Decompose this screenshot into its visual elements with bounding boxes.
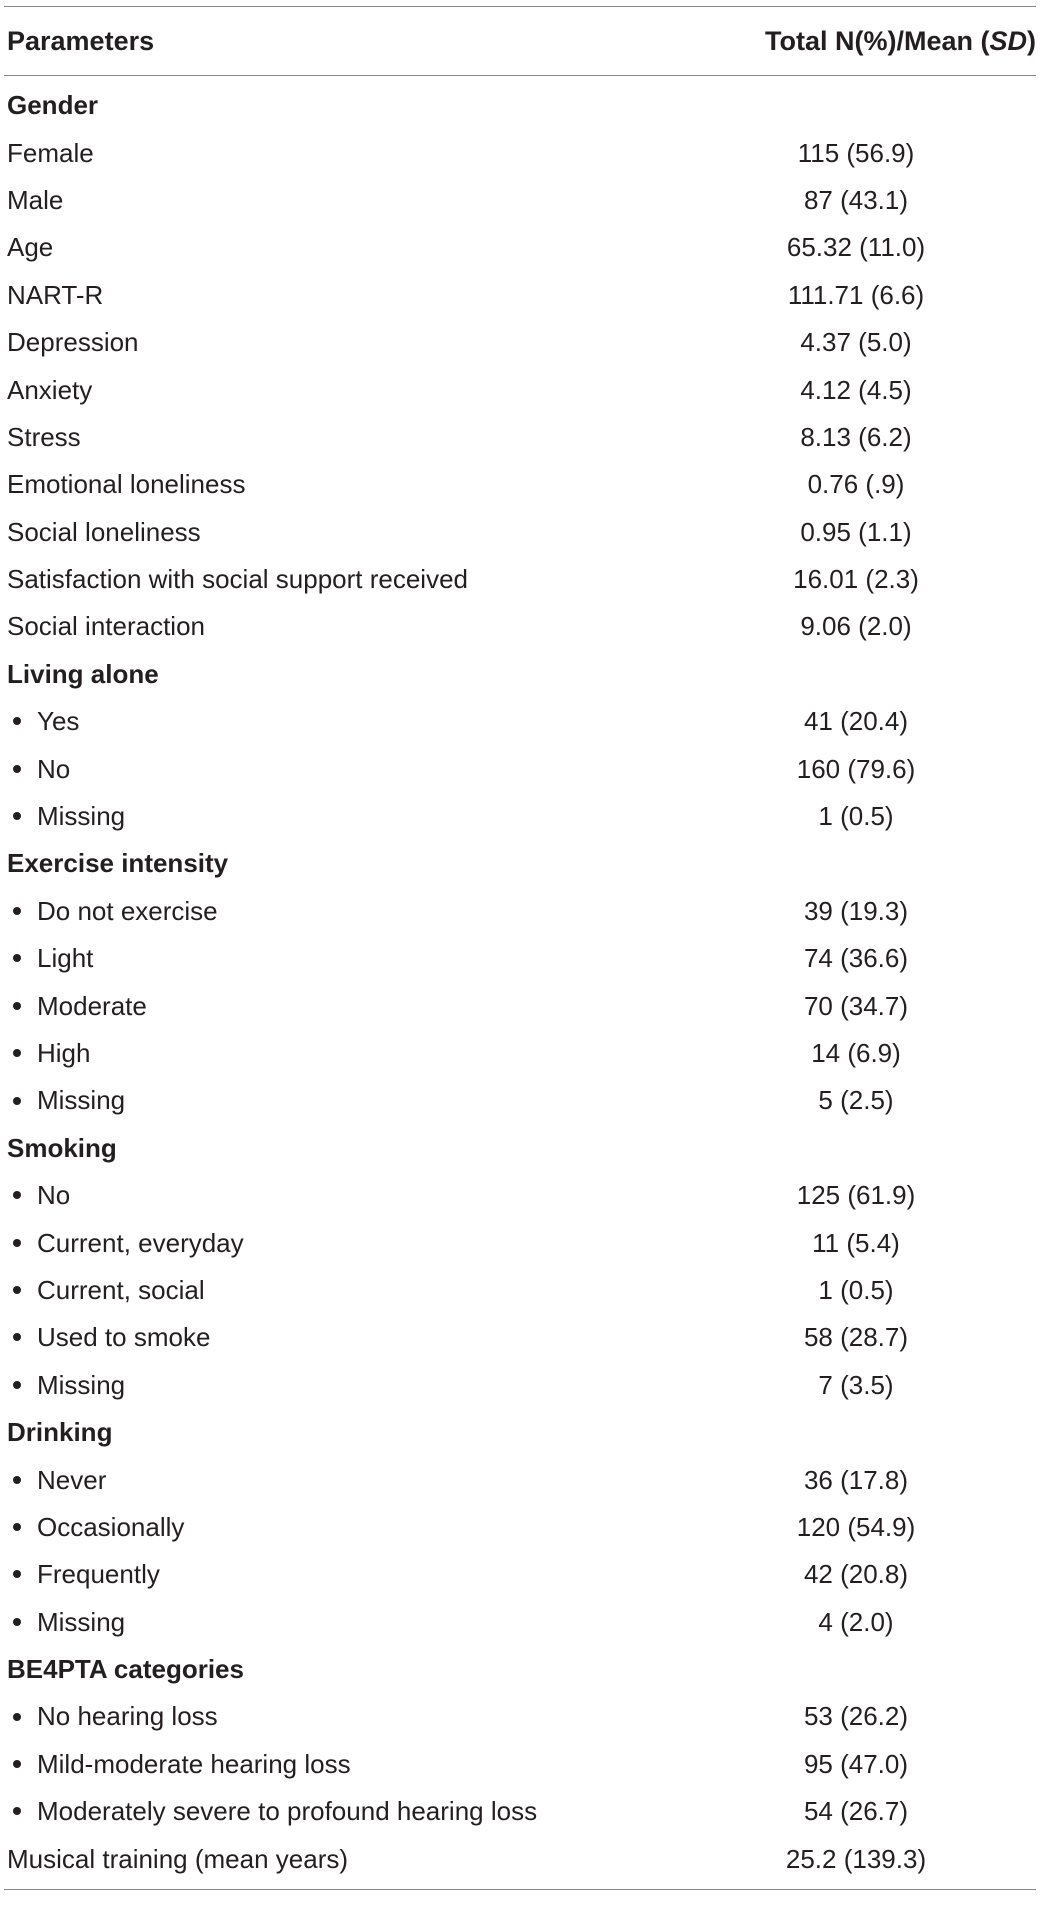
bullet-icon [13,1570,21,1578]
row-label-text: Musical training (mean years) [7,1843,349,1874]
row-value: 125 (61.9) [796,1180,916,1211]
row-label-text: Living alone [7,658,159,689]
bullet-icon [13,1097,21,1105]
bullet-icon [13,1049,21,1057]
section-label [4,1417,676,1448]
bullet-icon [13,1760,21,1768]
header-row [4,7,1036,75]
row-value: 160 (79.6) [796,753,916,784]
row-value: 4.12 (4.5) [800,374,912,405]
row-label-text: Used to smoke [37,1322,211,1353]
row-value: 7 (3.5) [818,1369,894,1400]
row-label-text: No [37,1180,71,1211]
bullet-icon [13,717,21,725]
row-value: 25.2 (139.3) [785,1843,927,1874]
row-value: 42 (20.8) [803,1559,909,1590]
table-row [4,1788,1036,1835]
row-value: 14 (6.9) [811,1038,901,1068]
section-row [4,1125,1036,1172]
row-label [4,1322,676,1353]
bullet-icon [13,1381,21,1389]
row-label [4,185,676,216]
row-label [4,1701,676,1732]
row-label-text: Yes [37,706,80,737]
row-label-text: Missing [37,801,126,832]
table-row [4,1172,1036,1219]
row-label [4,517,676,548]
row-label-text: Missing [37,1606,126,1637]
table-row [4,461,1036,508]
bullet-icon [13,1333,21,1341]
section-label [4,848,676,879]
row-label [4,375,676,406]
table-row [4,745,1036,792]
bullet-icon [13,1713,21,1721]
row-label-text: Drinking [7,1417,113,1448]
row-label-text: Smoking [7,1132,117,1163]
table-row [4,129,1036,176]
table-row [4,319,1036,366]
row-label-text: Light [37,943,94,974]
bullet-icon [13,1286,21,1294]
row-label-text: High [37,1038,91,1068]
row-label [4,1228,676,1259]
row-label-text: No hearing loss [37,1701,218,1732]
row-value: 115 (56.9) [797,137,915,168]
row-value: 111.71 (6.6) [787,279,925,310]
row-label [4,1607,676,1638]
header-parameters: Parameters [7,25,155,56]
bullet-icon [13,1239,21,1247]
row-label [4,896,676,927]
row-label-text: BE4PTA categories [7,1654,244,1685]
section-label [4,1133,676,1164]
section-row [4,1409,1036,1456]
row-value: 70 (34.7) [803,990,909,1021]
table-row [4,414,1036,461]
row-value: 41 (20.4) [803,706,909,737]
row-value: 120 (54.9) [796,1511,916,1542]
row-label [4,1038,676,1069]
row-value: 4.37 (5.0) [800,327,912,358]
header-total-sd: SD [989,25,1027,56]
row-label [4,469,676,500]
header-total [765,26,1036,57]
row-label-text: Emotional loneliness [7,469,246,500]
bullet-icon [13,954,21,962]
row-label [4,1370,676,1401]
row-label [4,1512,676,1543]
row-label-text: Moderately severe to profound hearing loss [37,1796,538,1827]
row-label [4,754,676,785]
table-row [4,1456,1036,1503]
table-row [4,888,1036,935]
row-value: 5 (2.5) [818,1085,894,1116]
row-label-text: Frequently [37,1559,160,1590]
table-body [4,82,1036,1883]
row-label-text: Depression [7,327,139,358]
section-row [4,1646,1036,1693]
row-value: 1 (0.5) [818,801,894,832]
table-row [4,1504,1036,1551]
row-label-text: Mild-moderate hearing loss [37,1748,351,1779]
table-row [4,982,1036,1029]
row-label-text: Male [7,184,64,215]
bullet-icon [13,907,21,915]
table-row [4,556,1036,603]
row-label-text: Anxiety [7,374,93,405]
row-value: 11 (5.4) [812,1227,900,1258]
table-row [4,1077,1036,1124]
section-row [4,651,1036,698]
table-row [4,1314,1036,1361]
row-label-text: Age [7,232,54,263]
table-row [4,1835,1036,1882]
table-row [4,1219,1036,1266]
row-value: 4 (2.0) [818,1606,894,1637]
row-value: 36 (17.8) [803,1464,909,1495]
table-row [4,1267,1036,1314]
row-label [4,1085,676,1116]
row-value: 53 (26.2) [803,1701,909,1732]
section-row [4,82,1036,129]
bullet-icon [13,1618,21,1626]
section-label [4,90,676,121]
row-label-text: Stress [7,421,81,452]
row-label-text: No [37,753,71,784]
row-value: 1 (0.5) [818,1274,894,1305]
row-label-text: NART-R [7,279,104,310]
row-value: 58 (28.7) [803,1322,909,1353]
row-label [4,1180,676,1211]
row-label-text: Social interaction [7,611,205,642]
row-label [4,991,676,1022]
table-row [4,224,1036,271]
bullet-icon [13,1002,21,1010]
header-total-suffix: ) [1027,25,1036,56]
row-label [4,1749,676,1780]
row-label [4,422,676,453]
section-row [4,840,1036,887]
table-row [4,177,1036,224]
row-label-text: Social loneliness [7,516,201,547]
table-row [4,793,1036,840]
row-value: 0.95 (1.1) [800,516,912,547]
row-label [4,1559,676,1590]
row-value: 16.01 (2.3) [793,564,919,595]
row-value: 95 (47.0) [803,1748,909,1779]
row-label-text: Exercise intensity [7,848,229,879]
bullet-icon [13,1807,21,1815]
row-value: 65.32 (11.0) [786,232,926,263]
row-label-text: Missing [37,1369,126,1400]
header-rule [4,75,1036,76]
row-label-text: Female [7,137,94,168]
bullet-icon [13,1476,21,1484]
header-total-prefix: Total N(%)/Mean ( [764,25,990,56]
row-label [4,801,676,832]
row-value: 8.13 (6.2) [800,421,912,452]
table-row [4,1030,1036,1077]
row-value: 39 (19.3) [803,895,909,926]
table-row [4,1551,1036,1598]
row-value: 0.76 (.9) [807,469,905,500]
row-label-text: Do not exercise [37,895,218,926]
table-row [4,698,1036,745]
row-label [4,611,676,642]
bottom-rule [4,1889,1036,1890]
section-label [4,1654,676,1685]
row-value: 74 (36.6) [803,943,909,974]
row-label [4,564,676,595]
row-label-text: Missing [37,1085,126,1116]
row-label-text: Moderate [37,990,147,1021]
row-value: 87 (43.1) [803,184,909,215]
table-row [4,1693,1036,1740]
table-row [4,935,1036,982]
row-label-text: Occasionally [37,1511,185,1542]
row-label [4,280,676,311]
row-value: 9.06 (2.0) [800,611,912,642]
row-label [4,327,676,358]
row-label [4,706,676,737]
bullet-icon [13,765,21,773]
row-label-text: Satisfaction with social support received [7,564,469,595]
row-label [4,1796,676,1827]
demographics-table [4,6,1036,1890]
row-label [4,138,676,169]
row-label-text: Current, everyday [37,1227,244,1258]
table-row [4,1362,1036,1409]
row-label [4,232,676,263]
table-row [4,603,1036,650]
row-label [4,1275,676,1306]
row-label [4,1465,676,1496]
table-row [4,1599,1036,1646]
row-label [4,943,676,974]
bullet-icon [13,812,21,820]
row-label-text: Gender [7,90,99,121]
section-label [4,659,676,690]
table-row [4,509,1036,556]
row-value: 54 (26.7) [803,1796,909,1827]
row-label-text: Current, social [37,1274,205,1305]
row-label-text: Never [37,1464,107,1495]
bullet-icon [13,1523,21,1531]
bullet-icon [13,1191,21,1199]
table-row [4,272,1036,319]
table-row [4,366,1036,413]
table-row [4,1741,1036,1788]
row-label [4,1844,676,1875]
